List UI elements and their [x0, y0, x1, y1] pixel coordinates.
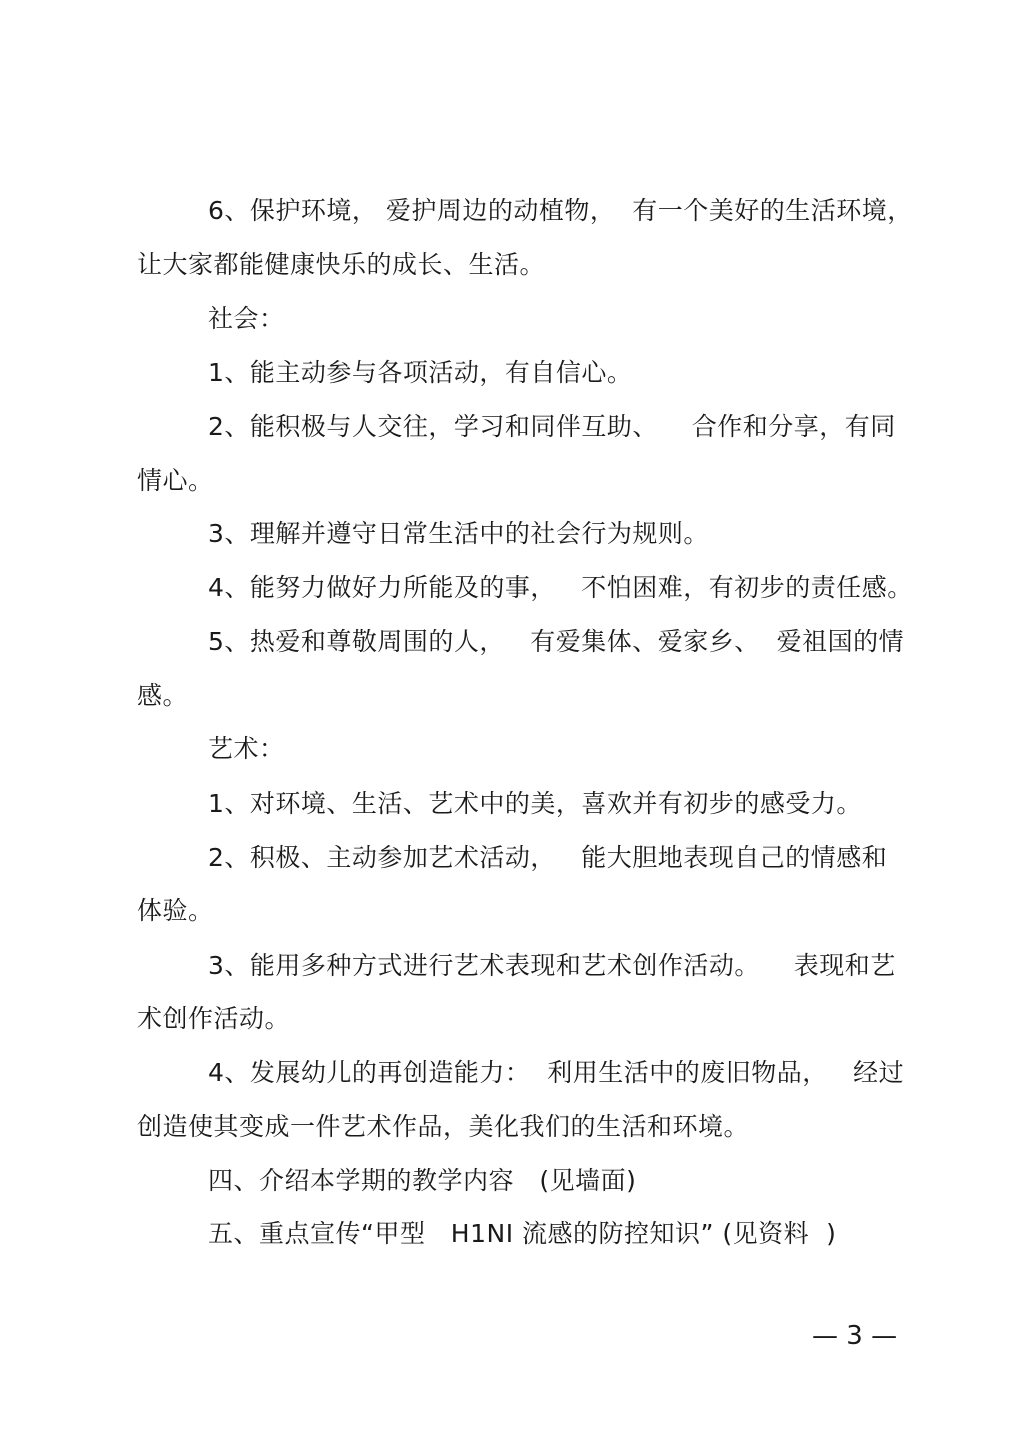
paragraph-line: 4、能努力做好力所能及的事， 不怕困难，有初步的责任感。	[208, 573, 913, 602]
paragraph-line: 6、保护环境， 爱护周边的动植物， 有一个美好的生活环境，	[208, 196, 913, 225]
paragraph-line: 1、对环境、生活、艺术中的美，喜欢并有初步的感受力。	[208, 789, 862, 818]
section-heading: 社会：	[208, 304, 285, 333]
paragraph-line: 情心。	[137, 466, 214, 495]
page-number: — 3 —	[812, 1321, 898, 1351]
paragraph-line: 四、介绍本学期的教学内容 (见墙面)	[208, 1166, 637, 1195]
section-heading: 艺术：	[208, 734, 285, 763]
paragraph-line: 4、发展幼儿的再创造能力： 利用生活中的废旧物品， 经过	[208, 1058, 905, 1087]
paragraph-line: 1、能主动参与各项活动，有自信心。	[208, 358, 633, 387]
paragraph-line: 2、能积极与人交往，学习和同伴互助、 合作和分享，有同	[208, 412, 896, 441]
paragraph-line: 让大家都能健康快乐的成长、生活。	[137, 250, 546, 279]
paragraph-line: 创造使其变成一件艺术作品，美化我们的生活和环境。	[137, 1112, 750, 1141]
paragraph-line: 2、积极、主动参加艺术活动， 能大胆地表现自己的情感和	[208, 843, 888, 872]
paragraph-line: 术创作活动。	[137, 1004, 291, 1033]
paragraph-line: 感。	[137, 681, 189, 710]
paragraph-line: 体验。	[137, 896, 214, 925]
paragraph-line: 5、热爱和尊敬周围的人， 有爱集体、爱家乡、 爱祖国的情	[208, 627, 905, 656]
paragraph-line: 3、能用多种方式进行艺术表现和艺术创作活动。 表现和艺	[208, 951, 896, 980]
paragraph-line: 3、理解并遵守日常生活中的社会行为规则。	[208, 519, 709, 548]
paragraph-line: 五、重点宣传“甲型 H1NI 流感的防控知识” (见资料 )	[208, 1219, 837, 1248]
